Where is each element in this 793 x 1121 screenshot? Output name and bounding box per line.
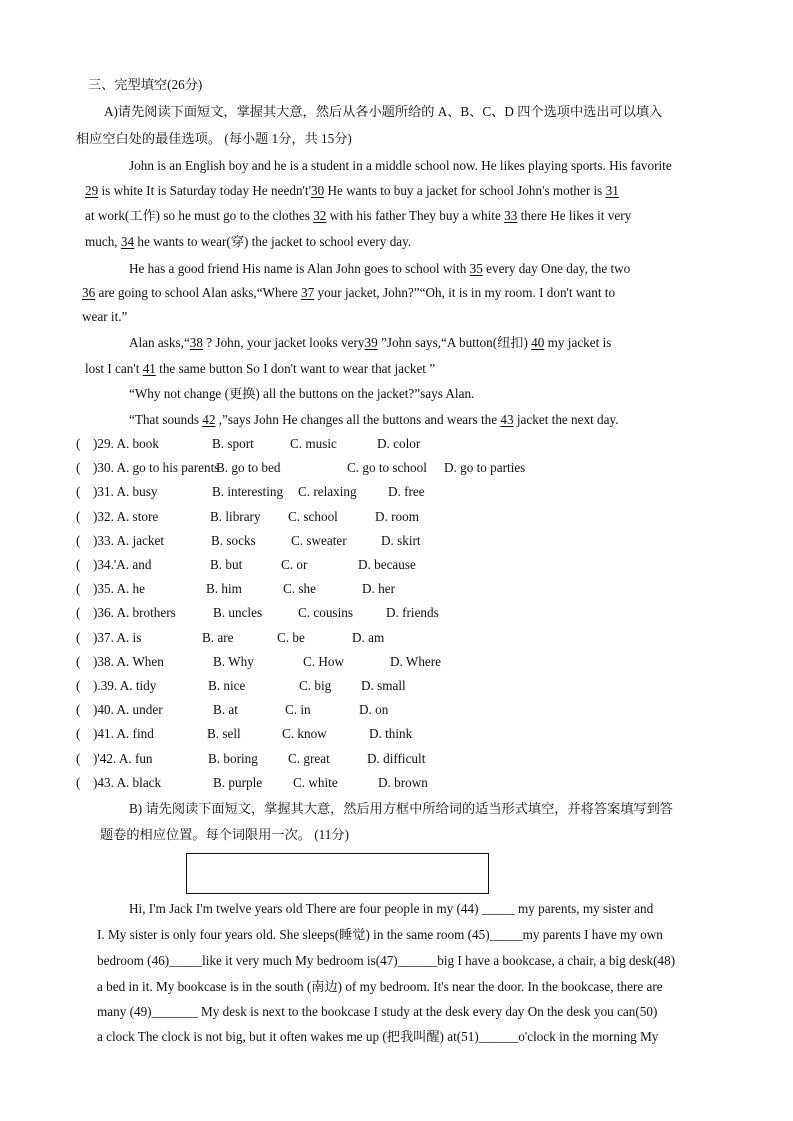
passage-p2-line-3: wear it.” [82,309,128,324]
blank-37: 37 [301,285,315,300]
option-b: B. are [202,629,234,645]
option-a: ).39. A. tidy [93,678,157,693]
blank-36: 36 [82,285,96,300]
option-a: )41. A. find [93,726,154,742]
part-a-instruction-line-1: A)请先阅读下面短文，掌握其大意，然后从各小题所给的 A、B、C、D 四个选项中选出可以填入 [104,104,663,119]
blank-30: 30 [310,183,325,198]
option-c: C. big [299,678,332,693]
blank-31: 31 [605,183,619,198]
passage-p5: “That sounds 42 ,”says John He changes all the buttons and wears the 43 jacket the next day. [129,412,619,427]
part-b-line-2: I. My sister is only four years old. She sleeps(睡觉) in the same room (45)_____my parents I have my own [97,927,663,942]
answer-paren: ( [76,702,81,718]
option-c: C. How [303,653,345,669]
answer-paren: ( [76,605,81,621]
answer-paren: ( [76,678,81,693]
part-b-line-4: a bed in it. My bookcase is in the south (南边) of my bedroom. It's near the door. In the bookcase, there are [97,979,663,994]
passage-p1-line-4: much, 34 he wants to wear(穿) the jacket to school every day. [85,234,412,249]
option-b: B. but [210,557,243,572]
option-d: D. difficult [367,750,426,766]
option-b: B. boring [208,750,258,766]
option-d: D. brown [378,774,428,790]
option-a: )38. A. When [93,653,164,669]
option-c: C. know [282,726,327,742]
option-d: D. small [361,678,406,693]
blank-35: 35 [469,261,483,276]
option-d: D. Where [390,653,442,669]
option-c: C. in [285,702,311,718]
part-b-line-3: bedroom (46)_____like it very much My bedroom is(47)______big I have a bookcase, a chair, a big desk(48) [97,953,676,968]
option-c: C. she [283,581,316,597]
option-b: B. uncles [213,605,263,621]
option-c: C. go to school [347,460,427,476]
option-c: C. school [288,508,338,524]
option-b: B. at [213,702,238,718]
option-b: B. sell [207,726,241,742]
passage-p3-line-2: lost I can't 41 the same button So I don't want to wear that jacket ” [85,361,436,376]
answer-paren: ( [76,581,81,597]
answer-paren: ( [76,460,81,476]
option-b: B. interesting [212,484,284,500]
option-b: B. nice [208,678,246,693]
option-d: D. on [359,702,389,718]
answer-paren: ( [76,629,81,645]
option-b: B. purple [213,774,263,790]
passage-p3-line-1: Alan asks,“38 ? John, your jacket looks very39 ”John says,“A button(纽扣) 40 my jacket is [129,335,612,350]
answer-paren: ( [76,750,81,766]
option-c: C. great [288,750,330,766]
option-c: C. or [281,557,308,572]
option-d: D. room [375,508,419,524]
blank-40: 40 [531,335,545,350]
option-a: )37. A. is [93,629,142,645]
option-a: )43. A. black [93,774,162,790]
blank-29: 29 [85,183,99,198]
option-a: )36. A. brothers [93,605,176,621]
part-b-line-5: many (49)_______ My desk is next to the bookcase I study at the desk every day On the desk you can(50) [97,1004,658,1019]
option-b: B. go to bed [216,460,281,476]
option-c: C. relaxing [298,484,357,500]
option-a: )32. A. store [93,508,159,524]
answer-paren: ( [76,532,81,548]
passage-p1-line-3: at work(工作) so he must go to the clothes 32 with his father They buy a white 33 there He likes it very [85,208,632,223]
option-b: B. Why [213,653,254,669]
word-box [186,853,489,894]
option-c: C. cousins [298,605,353,621]
option-d: D. skirt [381,532,421,548]
section-title: 三、完型填空(26分) [88,77,203,92]
blank-39: 39 [364,335,378,350]
option-a: )34.'A. and [93,557,152,572]
option-a: )'42. A. fun [93,750,153,766]
answer-paren: ( [76,774,81,790]
part-a-instruction-line-2: 相应空白处的最佳选项。 (每小题 1分，共 15分) [76,131,352,146]
blank-32: 32 [313,208,327,223]
option-a: )31. A. busy [93,484,158,500]
option-d: D. friends [386,605,439,621]
part-b-line-6: a clock The clock is not big, but it often wakes me up (把我叫醒) at(51)______o'clock in the morning My [97,1029,659,1044]
option-a: )29. A. book [93,436,159,451]
blank-41: 41 [142,361,156,376]
blank-42: 42 [202,412,216,427]
option-d: D. go to parties [444,460,526,476]
option-a: )30. A. go to his parents [93,460,220,476]
passage-p1-line-2: 29 is white It is Saturday today He needn't'30 He wants to buy a jacket for school John's mother is 31 [85,183,619,198]
blank-33: 33 [504,208,518,223]
option-c: C. music [290,436,337,451]
option-c: C. be [277,629,305,645]
blank-43: 43 [500,412,514,427]
answer-paren: ( [76,726,81,742]
part-b-instruction-line-1: B) 请先阅读下面短文，掌握其大意，然后用方框中所给词的适当形式填空，并将答案填写到答 [129,801,673,816]
blank-34: 34 [120,234,135,249]
option-b: B. sport [212,436,254,451]
option-b: B. him [206,581,242,597]
option-c: C. white [293,774,338,790]
passage-p2-line-2: 36 are going to school Alan asks,“Where 37 your jacket, John?”“Oh, it is in my room. I don't want to [82,285,616,300]
passage-p1-line-1: John is an English boy and he is a student in a middle school now. He likes playing sports. His favorite [129,158,672,173]
passage-p2-line-1: He has a good friend His name is Alan John goes to school with 35 every day One day, the two [129,261,631,276]
part-b-instruction-line-2: 题卷的相应位置。每个词限用一次。 (11分) [100,827,349,842]
option-b: B. library [210,508,261,524]
option-d: D. because [358,557,416,572]
passage-p4: “Why not change (更换) all the buttons on the jacket?”says Alan. [129,386,475,401]
answer-paren: ( [76,436,81,451]
blank-38: 38 [189,335,203,350]
option-d: D. her [362,581,395,597]
option-d: D. color [377,436,421,451]
answer-paren: ( [76,653,81,669]
option-d: D. think [369,726,413,742]
part-b-line-1: Hi, I'm Jack I'm twelve years old There are four people in my (44) _____ my parents, my sister and [129,901,654,916]
option-d: D. free [388,484,425,500]
option-a: )35. A. he [93,581,146,597]
answer-paren: ( [76,557,81,572]
option-b: B. socks [211,532,256,548]
answer-paren: ( [76,484,81,500]
option-a: )33. A. jacket [93,532,165,548]
option-d: D. am [352,629,385,645]
answer-paren: ( [76,508,81,524]
option-a: )40. A. under [93,702,163,718]
option-c: C. sweater [291,532,347,548]
